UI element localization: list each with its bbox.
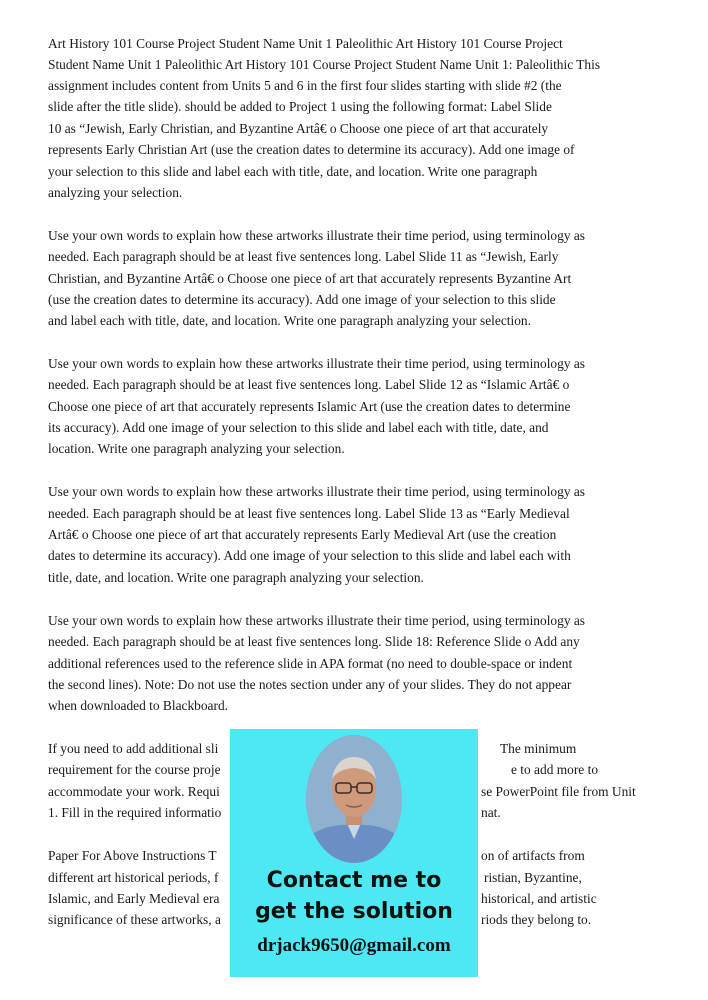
text-line: Student Name Unit 1 Paleolithic Art History 101 Course Project Student Name Unit 1: Paleolithic This	[48, 57, 601, 72]
text-line: needed. Each paragraph should be at least five sentences long. Label Slide 11 as “Jewish, Early	[48, 249, 559, 264]
text-line: needed. Each paragraph should be at least five sentences long. Slide 18: Reference Slide o Add any	[48, 634, 580, 649]
text-line: 10 as “Jewish, Early Christian, and Byzantine Artâ€ o Choose one piece of art that accurately	[48, 121, 549, 136]
text-line: Use your own words to explain how these artworks illustrate their time period, using terminology as	[48, 228, 586, 243]
text-line: analyzing your selection.	[48, 185, 183, 200]
text-line: your selection to this slide and label each with title, date, and location. Write one paragraph	[48, 164, 538, 179]
text-line: and label each with title, date, and location. Write one paragraph analyzing your selection.	[48, 313, 531, 328]
text-line: requirement for the course proje	[48, 762, 221, 777]
text-fragment: ristian, Byzantine,	[484, 870, 582, 885]
text-line: Use your own words to explain how these artworks illustrate their time period, using terminology as	[48, 356, 586, 371]
text-line: assignment includes content from Units 5 and 6 in the first four slides starting with slide #2 (the	[48, 78, 562, 93]
author-portrait	[306, 735, 402, 863]
text-line: accommodate your work. Requi	[48, 784, 220, 799]
text-fragment: nat.	[481, 805, 501, 820]
text-line: location. Write one paragraph analyzing your selection.	[48, 441, 345, 456]
text-fragment: historical, and artistic	[481, 891, 597, 906]
text-line: additional references used to the reference slide in APA format (no need to double-space or indent	[48, 656, 573, 671]
text-line: needed. Each paragraph should be at least five sentences long. Label Slide 13 as “Early Medieval	[48, 506, 570, 521]
person-photo-icon	[306, 735, 402, 863]
text-line: significance of these artworks, a	[48, 912, 221, 927]
text-fragment: riods they belong to.	[481, 912, 592, 927]
text-line: Artâ€ o Choose one piece of art that accurately represents Early Medieval Art (use the creation	[48, 527, 557, 542]
text-line: Art History 101 Course Project Student Name Unit 1 Paleolithic Art History 101 Course Project	[48, 36, 563, 51]
text-line: the second lines). Note: Do not use the notes section under any of your slides. They do not appear	[48, 677, 572, 692]
contact-email[interactable]: drjack9650@gmail.com	[257, 935, 451, 956]
text-line: slide after the title slide). should be added to Project 1 using the following format: Label Slide	[48, 99, 552, 114]
text-line: title, date, and location. Write one paragraph analyzing your selection.	[48, 570, 424, 585]
text-line: dates to determine its accuracy). Add one image of your selection to this slide and label each with	[48, 548, 571, 563]
text-line: needed. Each paragraph should be at least five sentences long. Label Slide 12 as “Islamic Artâ€ o	[48, 377, 570, 392]
text-line: when downloaded to Blackboard.	[48, 698, 228, 713]
text-fragment: e to add more to	[511, 762, 599, 777]
text-line: If you need to add additional sli	[48, 741, 219, 756]
ad-headline-line1: Contact me to	[266, 868, 442, 893]
ad-headline-line2: get the solution	[255, 899, 453, 924]
text-line: Christian, and Byzantine Artâ€ o Choose one piece of art that accurately represents Byzantine Art	[48, 271, 572, 286]
text-fragment: se PowerPoint file from Unit	[481, 784, 636, 799]
text-line: its accuracy). Add one image of your selection to this slide and label each with title, date, and	[48, 420, 549, 435]
contact-ad-banner[interactable]	[230, 729, 478, 977]
text-line: Islamic, and Early Medieval era	[48, 891, 220, 906]
text-fragment: The minimum	[500, 741, 577, 756]
text-line: (use the creation dates to determine its accuracy). Add one image of your selection to this slide	[48, 292, 556, 307]
text-line: Use your own words to explain how these artworks illustrate their time period, using terminology as	[48, 484, 586, 499]
text-line: represents Early Christian Art (use the creation dates to determine its accuracy). Add one image of	[48, 142, 575, 157]
text-line: Use your own words to explain how these artworks illustrate their time period, using terminology as	[48, 613, 586, 628]
text-line: 1. Fill in the required informatio	[48, 805, 222, 820]
text-line: different art historical periods, f	[48, 870, 219, 885]
text-fragment: on of artifacts from	[481, 848, 585, 863]
text-line: Choose one piece of art that accurately represents Islamic Art (use the creation dates to determine	[48, 399, 571, 414]
text-line: Paper For Above Instructions T	[48, 848, 217, 863]
